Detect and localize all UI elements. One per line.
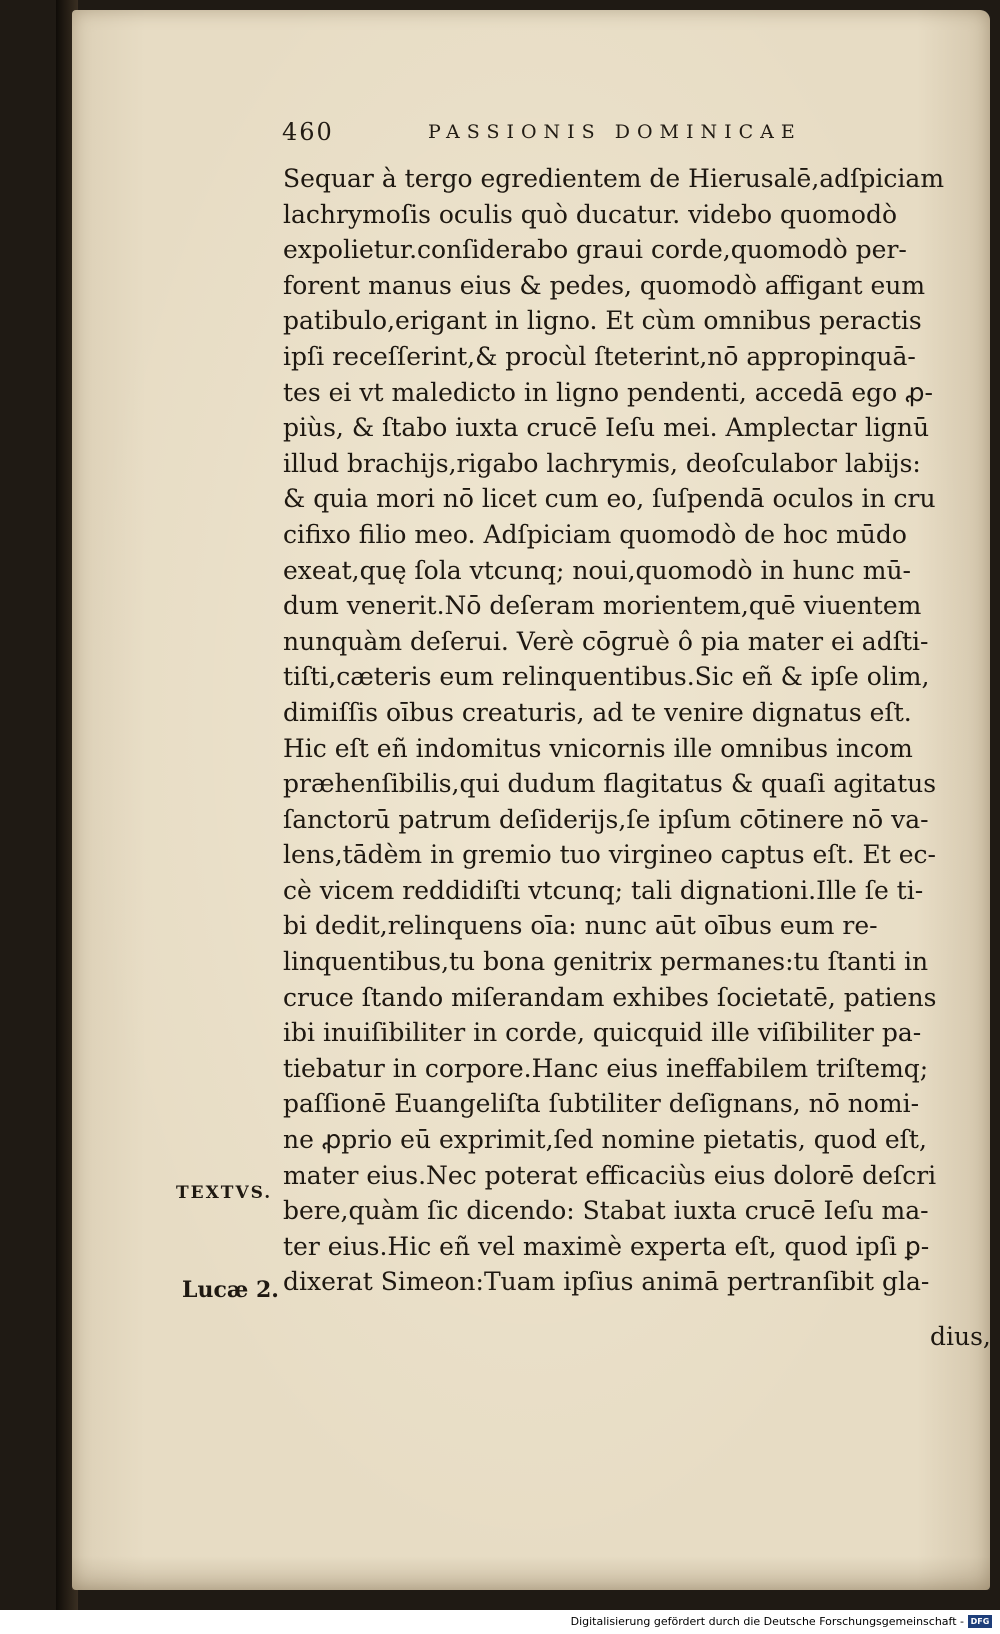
text-line: lens,tādèm in gremio tuo virgineo captus eſt. Et ec- — [283, 840, 936, 870]
text-line: expolietur.conſiderabo graui corde,quomodò per- — [283, 235, 907, 265]
text-line: bi dedit,relinquens oīa: nunc aūt oībus eum re- — [283, 911, 878, 941]
text-line: dum venerit.Nō deſeram morientem,quē viuentem — [283, 591, 922, 621]
text-line: cè vicem reddidiſti vtcunq; tali dignationi.Ille ſe ti- — [283, 875, 924, 905]
text-line: exeat,quę ſola vtcunq; noui,quomodò in hunc mū- — [283, 555, 911, 585]
page-edge — [72, 1556, 990, 1590]
text-line: patibulo,erigant in ligno. Et cùm omnibus peractis — [283, 306, 922, 336]
text-line: ſanctorū patrum deſiderijs,ſe ipſum cōtinere nō va- — [283, 804, 929, 834]
dfg-logo-icon: DFG — [968, 1615, 992, 1628]
text-line: tiebatur in corpore.Hanc eius ineffabilem triſtemq; — [283, 1053, 929, 1083]
digitization-footer — [0, 1612, 1000, 1634]
text-line: mater eius.Nec poterat efficaciùs eius dolorē deſcri — [283, 1160, 937, 1190]
catchword: dius, — [930, 1322, 991, 1351]
text-line: ne ꝓprio eū exprimit,ſed nomine pietatis, quod eſt, — [283, 1125, 927, 1155]
page-header — [282, 118, 842, 148]
body-text — [283, 161, 978, 1300]
footer-credit: Digitalisierung gefördert durch die Deutsche Forschungsgemeinschaft - — [570, 1615, 964, 1628]
page-number: 460 — [282, 118, 334, 146]
text-line: piùs, & ſtabo iuxta crucē Ieſu mei. Amplectar lignū — [283, 413, 930, 443]
running-title: PASSIONIS DOMINICAE — [428, 121, 802, 143]
text-line: tes ei vt maledicto in ligno pendenti, accedā ego ꝓ- — [283, 377, 933, 407]
text-line: illud brachijs,rigabo lachrymis, deoſculabor labijs: — [283, 448, 921, 478]
text-line: ipſi receſſerint,& procùl ſteterint,nō appropinquā- — [283, 341, 916, 371]
text-line: & quia mori nō licet cum eo, ſuſpendā oculos in cru — [283, 484, 936, 514]
text-line: Hic eſt eñ indomitus vnicornis ille omnibus incom — [283, 733, 913, 763]
text-line: paſſionē Euangeliſta ſubtiliter deſignans, nō nomi- — [283, 1089, 920, 1119]
text-line: præhenſibilis,qui dudum flagitatus & quaſi agitatus — [283, 769, 937, 799]
text-line: nunquàm deſerui. Verè cōgruè ô pia mater ei adſti- — [283, 626, 929, 656]
text-line: ibi inuiſibiliter in corde, quicquid ille viſibiliter pa- — [283, 1018, 922, 1048]
text-line: tiſti,cæteris eum relinquentibus.Sic eñ & ipſe olim, — [283, 662, 930, 692]
text-line: ter eius.Hic eñ vel maximè experta eſt, quod ipſi ꝑ- — [283, 1231, 930, 1261]
text-line: linquentibus,tu bona genitrix permanes:tu ſtanti in — [283, 947, 929, 977]
text-line: bere,quàm ſic dicendo: Stabat iuxta crucē Ieſu ma- — [283, 1196, 929, 1226]
text-line: forent manus eius & pedes, quomodò affigant eum — [283, 270, 926, 300]
text-line: dixerat Simeon:Tuam ipſius animā pertranſibit gla- — [283, 1267, 930, 1297]
margin-note-lucae: Lucæ 2. — [182, 1277, 279, 1303]
text-line: cruce ſtando miſerandam exhibes ſocietatē, patiens — [283, 982, 937, 1012]
text-line: cifixo filio meo. Adſpiciam quomodò de hoc mūdo — [283, 519, 907, 549]
text-line: dimiſſis oībus creaturis, ad te venire dignatus eſt. — [283, 697, 912, 727]
margin-note-textus: TEXTVS. — [176, 1183, 273, 1203]
text-line: lachrymoſis oculis quò ducatur. videbo quomodò — [283, 199, 898, 229]
text-line: Sequar à tergo egredientem de Hierusalē,adſpiciam — [283, 164, 945, 193]
